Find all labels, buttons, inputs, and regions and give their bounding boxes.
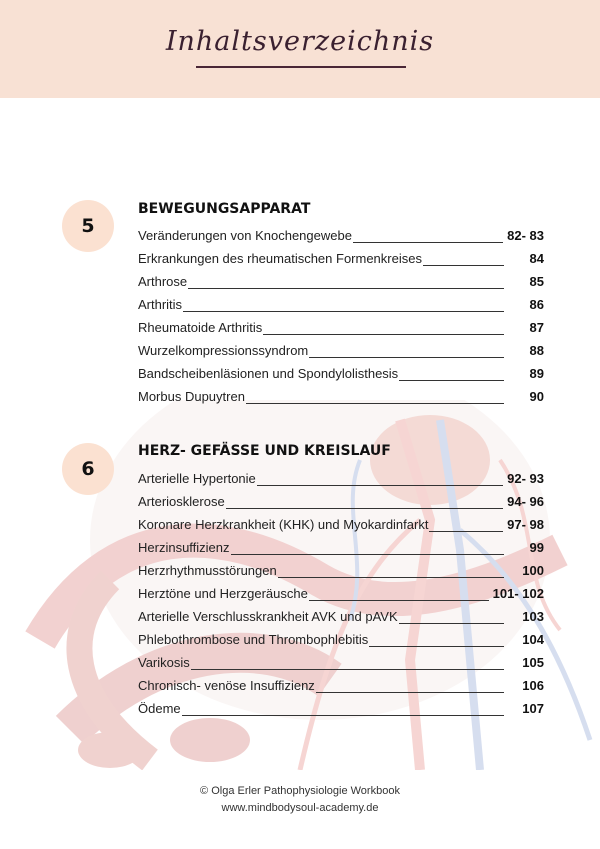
title-underline [196, 66, 406, 68]
toc-entry[interactable] [138, 343, 544, 363]
toc-entry-label: Koronare Herzkrankheit (KHK) und Myokardinfarkt [138, 517, 429, 532]
dot-leader [226, 508, 503, 509]
toc-entry[interactable] [138, 517, 544, 537]
toc-entry[interactable] [138, 609, 544, 629]
toc-entry[interactable] [138, 251, 544, 271]
dot-leader [231, 554, 504, 555]
dot-leader [369, 646, 504, 647]
toc-entry-label: Morbus Dupuytren [138, 389, 245, 404]
toc-entry-page: 94- 96 [507, 494, 544, 509]
toc-entry-page: 85 [529, 274, 544, 289]
toc-entry[interactable] [138, 586, 544, 606]
dot-leader [263, 334, 504, 335]
dot-leader [399, 380, 504, 381]
toc-entry-label: Arteriosklerose [138, 494, 225, 509]
dot-leader [246, 403, 504, 404]
dot-leader [182, 715, 504, 716]
toc-entry[interactable] [138, 632, 544, 652]
toc-entry-label: Rheumatoide Arthritis [138, 320, 263, 335]
dot-leader [183, 311, 504, 312]
toc-entry-page: 88 [529, 343, 544, 358]
toc-entry-label: Herztöne und Herzgeräusche [138, 586, 308, 601]
dot-leader [309, 357, 504, 358]
dot-leader [188, 288, 504, 289]
section-number-badge: 5 [62, 200, 114, 252]
page-title: Inhaltsverzeichnis [165, 26, 435, 57]
toc-entry-label: Ödeme [138, 701, 181, 716]
toc-entry-page: 87 [529, 320, 544, 335]
dot-leader [399, 623, 504, 624]
toc-entry[interactable] [138, 563, 544, 583]
toc-entry-page: 100 [522, 563, 544, 578]
toc-entry-page: 90 [529, 389, 544, 404]
toc-entry-label: Veränderungen von Knochengewebe [138, 228, 352, 243]
toc-entry-label: Herzinsuffizienz [138, 540, 230, 555]
toc-entry[interactable] [138, 655, 544, 675]
toc-entry[interactable] [138, 389, 544, 409]
toc-entry[interactable] [138, 320, 544, 340]
toc-entry-label: Arterielle Hypertonie [138, 471, 256, 486]
toc-entry-label: Arthrose [138, 274, 188, 289]
toc-entry[interactable] [138, 471, 544, 491]
toc-entry-label: Erkrankungen des rheumatischen Formenkreises [138, 251, 422, 266]
toc-entry-label: Phlebothrombose und Thrombophlebitis [138, 632, 369, 647]
toc-entry-page: 105 [522, 655, 544, 670]
section-number-badge: 6 [62, 443, 114, 495]
toc-entry-page: 101- 102 [492, 586, 544, 601]
section-heading: BEWEGUNGSAPPARAT [138, 201, 311, 217]
toc-entry[interactable] [138, 678, 544, 698]
toc-entry-page: 106 [522, 678, 544, 693]
toc-entry-page: 99 [529, 540, 544, 555]
toc-entry[interactable] [138, 366, 544, 386]
toc-entry-label: Varikosis [138, 655, 190, 670]
toc-entry[interactable] [138, 297, 544, 317]
footer-copyright: © Olga Erler Pathophysiologie Workbook [200, 785, 400, 797]
toc-entry-page: 104 [522, 632, 544, 647]
toc-entry-page: 103 [522, 609, 544, 624]
toc-entry-label: Herzrhythmusstörungen [138, 563, 277, 578]
footer-website[interactable]: www.mindbodysoul-academy.de [221, 802, 379, 814]
toc-entry-page: 86 [529, 297, 544, 312]
toc-entry-page: 97- 98 [507, 517, 544, 532]
toc-entry-label: Chronisch- venöse Insuffizienz [138, 678, 315, 693]
dot-leader [353, 242, 503, 243]
toc-entry[interactable] [138, 228, 544, 248]
toc-entry-label: Wurzelkompressionssyndrom [138, 343, 309, 358]
dot-leader [316, 692, 504, 693]
dot-leader [191, 669, 504, 670]
dot-leader [309, 600, 489, 601]
dot-leader [257, 485, 503, 486]
header-band [0, 0, 600, 98]
toc-entry-label: Arthritis [138, 297, 183, 312]
toc-entry-label: Arterielle Verschlusskrankheit AVK und pAVK [138, 609, 398, 624]
toc-entry-page: 107 [522, 701, 544, 716]
toc-entry-page: 82- 83 [507, 228, 544, 243]
toc-entry[interactable] [138, 274, 544, 294]
section-heading: HERZ- GEFÄSSE UND KREISLAUF [138, 443, 391, 459]
toc-entry-page: 89 [529, 366, 544, 381]
toc-entry-page: 84 [529, 251, 544, 266]
toc-entry[interactable] [138, 540, 544, 560]
dot-leader [278, 577, 504, 578]
toc-entry-page: 92- 93 [507, 471, 544, 486]
toc-entry-label: Bandscheibenläsionen und Spondylolisthesis [138, 366, 399, 381]
toc-entry[interactable] [138, 494, 544, 514]
toc-entry[interactable] [138, 701, 544, 721]
dot-leader [423, 265, 504, 266]
dot-leader [429, 531, 503, 532]
